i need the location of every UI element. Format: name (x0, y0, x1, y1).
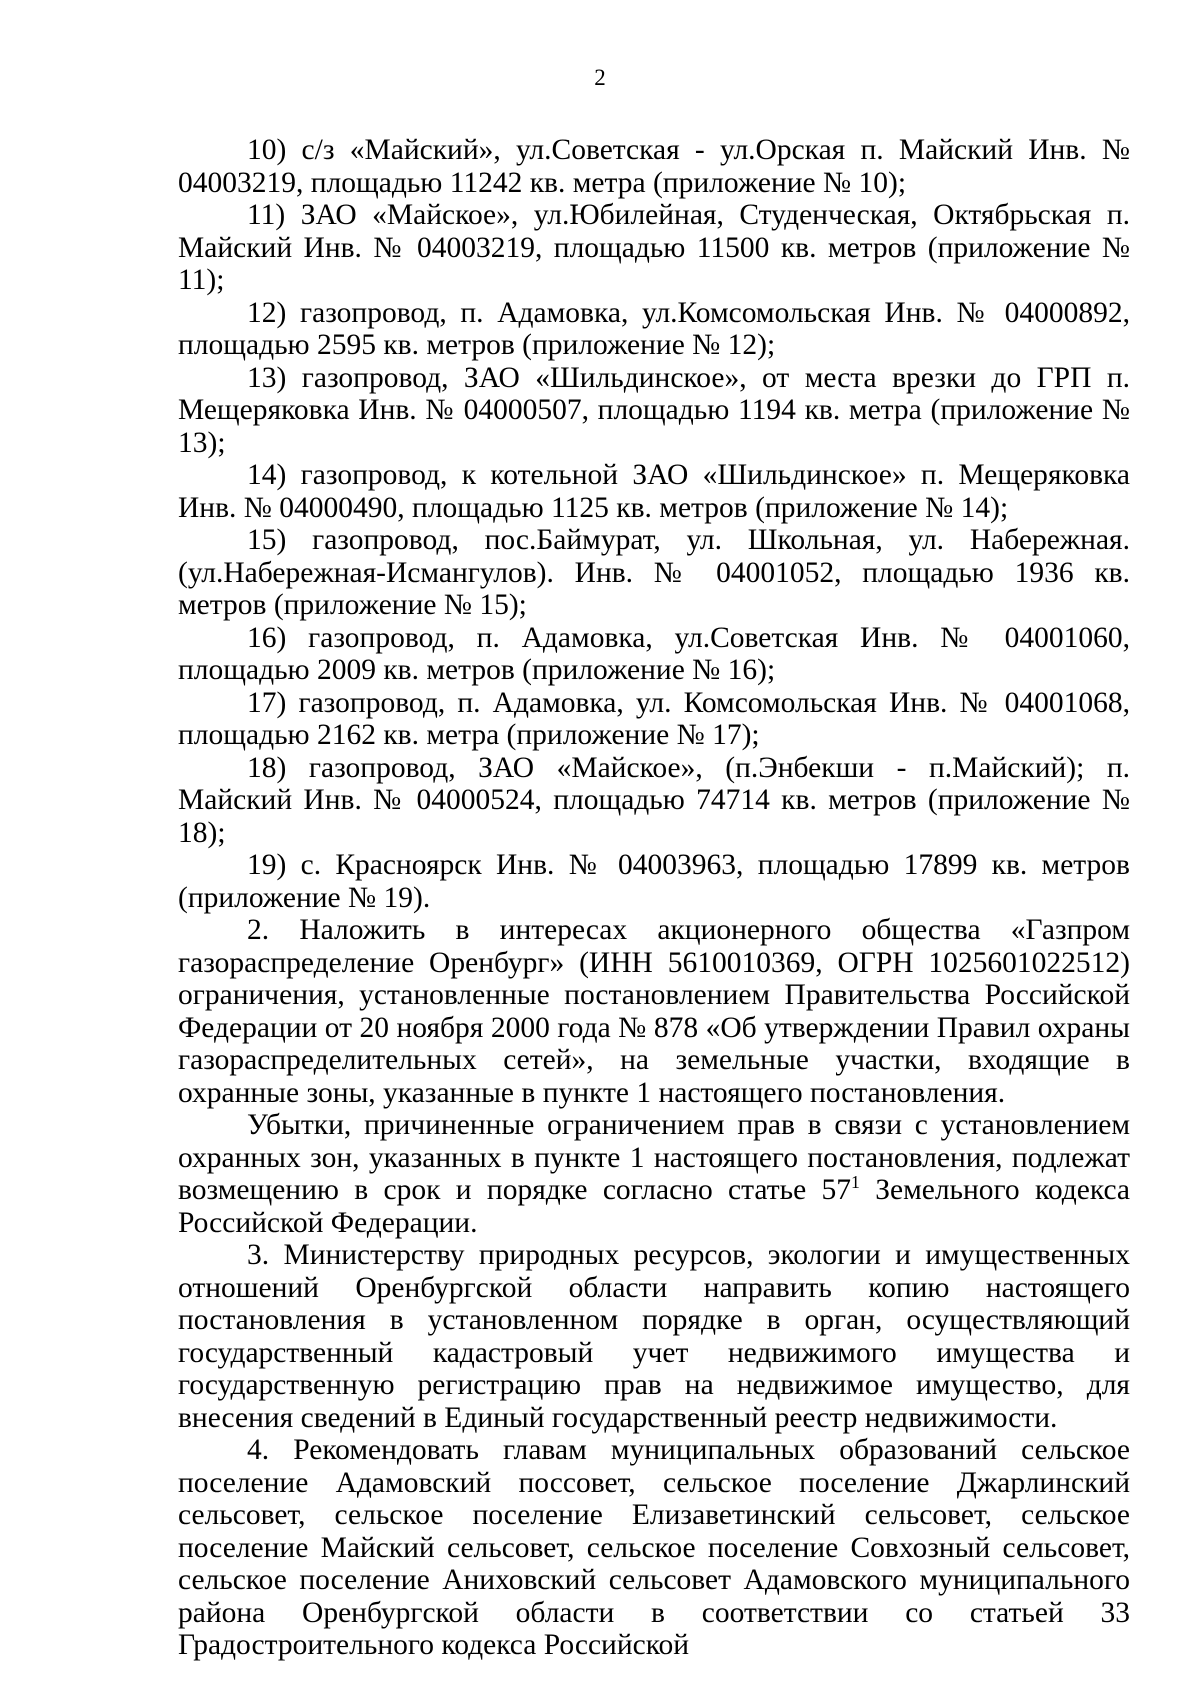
article-superscript: 1 (851, 1172, 860, 1193)
paragraph-item-15: 15) газопровод, пос.Баймурат, ул. Школьная, ул. Набережная. (ул.Набережная-Исмангулов). Инв. № 04001052, площадью 1936 кв. метров (приложение № 15); (178, 524, 1130, 621)
paragraph-item-12: 12) газопровод, п. Адамовка, ул.Комсомольская Инв. № 04000892, площадью 2595 кв. метров (приложение № 12); (178, 296, 1130, 361)
page-number: 2 (594, 65, 606, 90)
paragraph-losses-text: Убытки, причиненные ограничением прав в связи с установлением охранных зон, указанных в пункте 1 настоящего постановления, подлежат возмещению в срок и порядке согласно статье 57 (178, 1109, 1130, 1206)
paragraph-item-10: 10) с/з «Майский», ул.Советская - ул.Орская п. Майский Инв. № 04003219, площадью 11242 кв. метра (приложение № 10); (178, 134, 1130, 199)
paragraph-clause-2: 2. Наложить в интересах акционерного общества «Газпром газораспределение Оренбург» (ИНН 5610010369, ОГРН 1025601022512) ограничения, установленные постановлением Правительства Российской Федерации от 20 ноября 2000 года № 878 «Об утверждении Правил охраны газораспределительных сетей», на земельные участки, входящие в охранные зоны, указанные в пункте 1 настоящего постановления. (178, 914, 1130, 1109)
paragraph-clause-4: 4. Рекомендовать главам муниципальных образований сельское поселение Адамовский поссовет, сельское поселение Джарлинский сельсовет, сельское поселение Елизаветинский сельсовет, сельское поселение Майский сельсовет, сельское поселение Совхозный сельсовет, сельское поселение Аниховский сельсовет Адамовского муниципального района Оренбургской области в соответствии со статьей 33 Градостроительного кодекса Российской (178, 1434, 1130, 1661)
paragraph-item-19: 19) с. Красноярск Инв. № 04003963, площадью 17899 кв. метров (приложение № 19). (178, 849, 1130, 914)
paragraph-losses-end: Земельного кодекса Российской Федерации. (178, 1174, 1130, 1239)
paragraph-item-18: 18) газопровод, ЗАО «Майское», (п.Энбекши - п.Майский); п. Майский Инв. № 04000524, площадью 74714 кв. метров (приложение № 18); (178, 751, 1130, 849)
paragraph-losses (178, 1109, 1130, 1239)
paragraph-item-17: 17) газопровод, п. Адамовка, ул. Комсомольская Инв. № 04001068, площадью 2162 кв. метра (приложение № 17); (178, 686, 1130, 751)
paragraph-item-16: 16) газопровод, п. Адамовка, ул.Советская Инв. № 04001060, площадью 2009 кв. метров (приложение № 16); (178, 621, 1130, 686)
paragraph-clause-3: 3. Министерству природных ресурсов, экологии и имущественных отношений Оренбургской области направить копию настоящего постановления в установленном порядке в орган, осуществляющий государственный кадастровый учет недвижимого имущества и государственную регистрацию прав на недвижимое имущество, для внесения сведений в Единый государственный реестр недвижимости. (178, 1239, 1130, 1434)
paragraph-item-14: 14) газопровод, к котельной ЗАО «Шильдинское» п. Мещеряковка Инв. № 04000490, площадью 1125 кв. метров (приложение № 14); (178, 459, 1130, 524)
paragraph-item-11: 11) ЗАО «Майское», ул.Юбилейная, Студенческая, Октябрьская п. Майский Инв. № 04003219, площадью 11500 кв. метров (приложение № 11); (178, 199, 1130, 296)
paragraph-item-13: 13) газопровод, ЗАО «Шильдинское», от места врезки до ГРП п. Мещеряковка Инв. № 04000507, площадью 1194 кв. метра (приложение № 13); (178, 361, 1130, 459)
